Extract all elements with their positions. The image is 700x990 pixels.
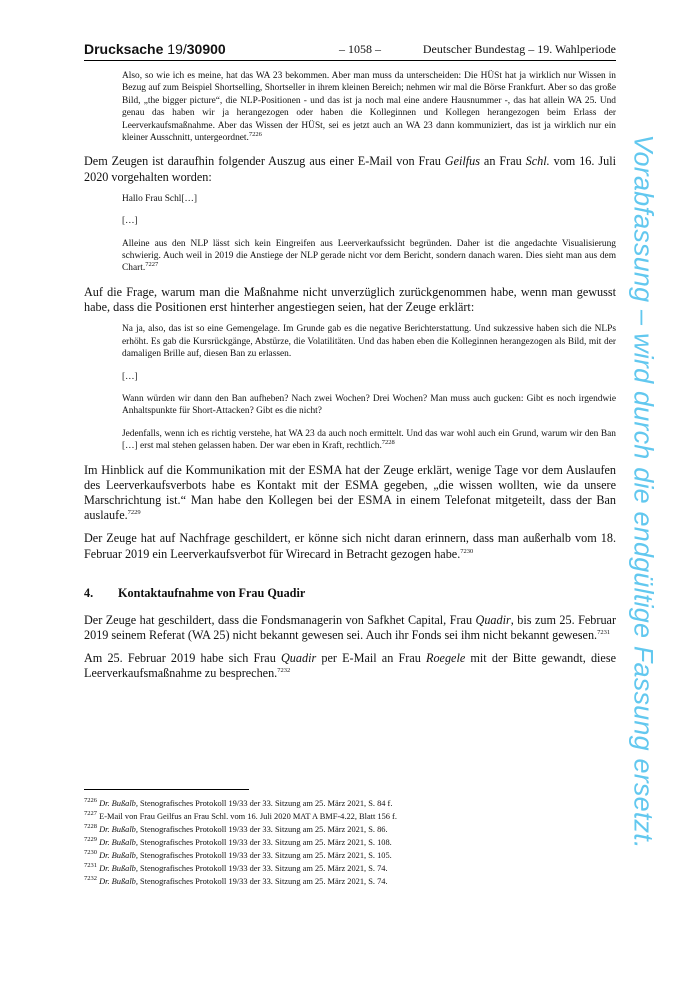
footnote-ref: 7228 xyxy=(381,439,395,446)
body-paragraph-1: Dem Zeugen ist daraufhin folgender Auszug aus einer E-Mail von Frau Geilfus an Frau Schl. vom 16. Juli 2020 vorgehalten worden: xyxy=(84,154,616,184)
footnote-separator xyxy=(84,789,249,790)
watermark-text: Vorabfassung – wird durch die endgültige Fassung ersetzt. xyxy=(628,133,659,849)
body-paragraph-3: Im Hinblick auf die Kommunikation mit der ESMA hat der Zeuge erklärt, wenige Tage vor dem Auslaufen des Leerverkaufsverbots habe es Kontakt mit der ESMA gegeben, „die wissen wollten, wie da unsere Marschrichtung ist.“ Man habe den Kollegen bei der ESMA in einem Telefonat mitgeteilt, dass der Ban auslaufe.$^{7229}$ xyxy=(84,462,616,523)
quote-paragraph: Na ja, also, das ist so eine Gemengelage. Im Grunde gab es die negative Berichterstattung. Und sukzessive haben sich die NLPs erhöht. Es gab die Kursrückgänge, Abstürze, die Volatilitäten. Und das haben eben die Kolleginnen herangezogen als Bild, mit der damaligen Brille auf, diesen Ban zu erlassen. xyxy=(122,324,616,360)
footnote: $^{7228}$ Dr. Bußalb, Stenografisches Protokoll 19/33 der 33. Sitzung am 25. März 2021, S. 86. xyxy=(84,823,388,834)
document-number: Drucksache 19/30900 xyxy=(84,41,226,57)
header-publisher: Deutscher Bundestag – 19. Wahlperiode xyxy=(422,42,616,56)
footnote: $^{7229}$ Dr. Bußalb, Stenografisches Protokoll 19/33 der 33. Sitzung am 25. März 2021, S. 108. xyxy=(84,836,392,847)
section-title: Kontaktaufnahme von Frau Quadir xyxy=(118,585,306,600)
body-paragraph-2: Auf die Frage, warum man die Maßnahme nicht unverzüglich zurückgenommen habe, wenn man gewusst habe, dass die Positionen erst hinterher angestiegen seien, hat der Zeuge erklärt: xyxy=(84,284,616,315)
footnotes xyxy=(84,797,616,888)
quote-paragraph: Also, so wie ich es meine, hat das WA 23 bekommen. Aber man muss da unterscheiden: Die HÜSt hat ja wirklich nur Wissen in Bezug auf zum Beispiel Shortselling, Shortseller in ihrem kleinen Bereich; nehmen wir mal die Börse Frankfurt. Aber so das große Bild, „the bigger picture“, die NLP-Positionen - und das ist ja noch mal eine andere Hausnummer -, das hat allein WA 25. Und genau das haben wir ja herangezogen oder haben die Kolleginnen und Kollegen herangezogen beim Erlass der Leerverkaufsmaßnahme. Aber das Wissen der HÜSt, sei es jetzt auch an WA 23 dann kommuniziert, das ist ja wirklich nur ein kleiner Ausschnitt, untergeordnet.$^{7226}$ xyxy=(122,71,616,144)
quote-paragraph: Jedenfalls, wenn ich es richtig verstehe, hat WA 23 da auch noch ermittelt. Und das war wohl auch ein Grund, warum wir den Ban […] erst mal stehen gelassen haben. Der war eben in Kraft, rechtlich.$^{7228}$ xyxy=(122,428,616,452)
quote-block-2 xyxy=(122,193,616,275)
quote-ellipsis: […] xyxy=(122,216,138,227)
footnote-ref: 7231 xyxy=(597,628,611,636)
footnote-ref: 7227 xyxy=(145,261,159,269)
quote-paragraph: Alleine aus den NLP lässt sich kein Eingreifen aus Leerverkaufssicht begründen. Daher ist die angedachte Visualisierung schwierig. Auch weil in 2019 die Anstiege der NLP gerade nicht vor dem Bericht, sondern danach waren. Dies sieht man aus dem Chart.$^{7227}$ xyxy=(122,238,616,274)
footnote: $^{7227}$ E-Mail von Frau Geilfus an Frau Schl. vom 16. Juli 2020 MAT A BMF-4.22, Blatt 156 f. xyxy=(84,810,397,821)
section-heading xyxy=(84,586,616,601)
footnote: $^{7226}$ Dr. Bußalb, Stenografisches Protokoll 19/33 der 33. Sitzung am 25. März 2021, S. 84 f. xyxy=(84,797,393,808)
quote-greeting: Hallo Frau Schl[…] xyxy=(122,193,197,204)
section-number: 4. xyxy=(84,585,94,600)
page-header xyxy=(84,40,616,61)
body-paragraph-5: Der Zeuge hat geschildert, dass die Fondsmanagerin von Safkhet Capital, Frau Quadir, bis zum 25. Februar 2019 seinem Referat (WA 25) nicht bekannt gewesen sei. Auch ihr Fonds sei ihm nicht bekannt gewesen.$^{7231}$ xyxy=(84,612,617,642)
footnote-ref: 7230 xyxy=(460,547,474,555)
footnote-ref: 7232 xyxy=(277,667,291,675)
footnote-ref: 7226 xyxy=(248,130,262,138)
footnote: $^{7231}$ Dr. Bußalb, Stenografisches Protokoll 19/33 der 33. Sitzung am 25. März 2021, S. 74. xyxy=(84,862,388,873)
quote-paragraph: Wann würden wir dann den Ban aufheben? Nach zwei Wochen? Drei Wochen? Man muss auch gucken: Gibt es noch irgendwie Anhaltspunkte für Short-Attacken? Gibt es die nicht? xyxy=(122,393,616,417)
page-content xyxy=(84,70,616,690)
body-paragraph-4: Der Zeuge hat auf Nachfrage geschildert, er könne sich nicht daran erinnern, dass man außerhalb vom 18. Februar 2019 ein Leerverkaufsverbot für Wirecard in Betracht gezogen habe.$^{7230}$ xyxy=(84,531,616,561)
quote-ellipsis: […] xyxy=(122,371,138,382)
footnote: $^{7232}$ Dr. Bußalb, Stenografisches Protokoll 19/33 der 33. Sitzung am 25. März 2021, S. 74. xyxy=(84,875,388,886)
draft-watermark xyxy=(615,126,671,856)
page-number: – 1058 – xyxy=(339,42,381,56)
quote-block-3 xyxy=(122,323,616,452)
footnote-ref: 7229 xyxy=(127,509,141,517)
body-paragraph-6: Am 25. Februar 2019 habe sich Frau Quadir per E-Mail an Frau Roegele mit der Bitte gewandt, diese Leerverkaufsmaßnahme zu besprechen.$^{7232}$ xyxy=(84,651,616,681)
quote-block-1 xyxy=(122,70,616,144)
footnote: $^{7230}$ Dr. Bußalb, Stenografisches Protokoll 19/33 der 33. Sitzung am 25. März 2021, S. 105. xyxy=(84,849,392,860)
